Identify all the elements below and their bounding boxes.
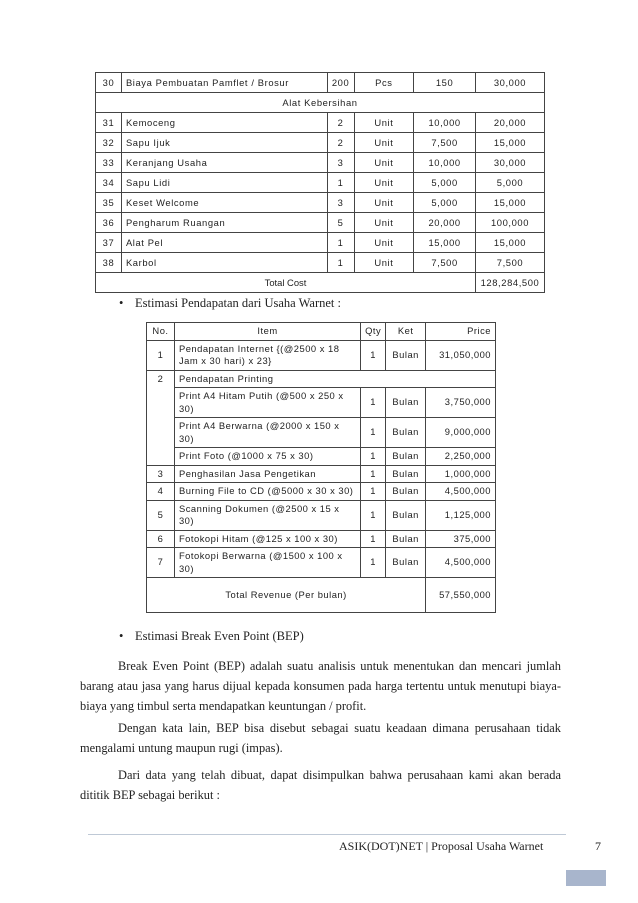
cell-item: Sapu Ijuk — [121, 133, 327, 153]
cell-total: 15,000 — [475, 193, 544, 213]
table-row — [96, 233, 545, 253]
footer-title: ASIK(DOT)NET | Proposal Usaha Warnet — [339, 839, 544, 853]
table-row — [147, 465, 496, 483]
cell-no: 35 — [96, 193, 122, 213]
row-price: 3,750,000 — [426, 388, 496, 418]
table-row — [147, 388, 496, 418]
cell-item: Karbol — [121, 253, 327, 273]
table-row — [96, 253, 545, 273]
table-row — [147, 340, 496, 370]
row-item: Fotokopi Berwarna (@1500 x 100 x 30) — [174, 548, 360, 578]
row-qty: 1 — [361, 340, 386, 370]
cell-qty: 1 — [327, 253, 354, 273]
row-no: 7 — [147, 548, 175, 578]
row-no: 1 — [147, 340, 175, 370]
row-ket: Bulan — [386, 465, 426, 483]
table-header-row — [147, 323, 496, 341]
row-item: Scanning Dokumen (@2500 x 15 x 30) — [174, 500, 360, 530]
table-row — [96, 213, 545, 233]
row-price: 31,050,000 — [426, 340, 496, 370]
cell-total: 30,000 — [475, 153, 544, 173]
row-qty: 1 — [361, 500, 386, 530]
cell-total: 15,000 — [475, 233, 544, 253]
cell-no: 37 — [96, 233, 122, 253]
cell-price: 20,000 — [414, 213, 476, 233]
row-price: 2,250,000 — [426, 448, 496, 466]
cell-unit: Unit — [354, 233, 414, 253]
header-no: No. — [147, 323, 175, 341]
row-ket: Bulan — [386, 530, 426, 548]
row-qty: 1 — [361, 548, 386, 578]
row-price: 4,500,000 — [426, 548, 496, 578]
cell-price: 10,000 — [414, 153, 476, 173]
table-row — [96, 113, 545, 133]
cell-qty: 3 — [327, 193, 354, 213]
cell-unit: Unit — [354, 173, 414, 193]
bullet-icon: • — [119, 629, 124, 643]
cell-qty: 1 — [327, 233, 354, 253]
table-row — [147, 370, 496, 388]
cell-unit: Unit — [354, 153, 414, 173]
row-price: 9,000,000 — [426, 418, 496, 448]
row-qty: 1 — [361, 465, 386, 483]
cell-no: 33 — [96, 153, 122, 173]
cell-total: 15,000 — [475, 133, 544, 153]
table-row — [147, 500, 496, 530]
cell-qty: 3 — [327, 153, 354, 173]
header-ket: Ket — [386, 323, 426, 341]
cell-total: 100,000 — [475, 213, 544, 233]
section-row — [96, 93, 545, 113]
row-price: 4,500,000 — [426, 483, 496, 501]
cell-unit: Unit — [354, 253, 414, 273]
row-item: Penghasilan Jasa Pengetikan — [174, 465, 360, 483]
paragraph: Break Even Point (BEP) adalah suatu analisis untuk menentukan dan mencari jumlah barang atau jasa yang harus dijual kepada konsumen pada harga tertentu untuk menutupi biaya-biaya yang timbul serta mendapatkan keuntungan / profit. — [80, 659, 561, 713]
table-row — [96, 193, 545, 213]
row-no: 5 — [147, 500, 175, 530]
total-revenue-label: Total Revenue (Per bulan) — [147, 578, 426, 613]
table-row — [96, 153, 545, 173]
cost-table-body — [96, 73, 545, 293]
cell-item: Sapu Lidi — [121, 173, 327, 193]
row-item: Burning File to CD (@5000 x 30 x 30) — [174, 483, 360, 501]
cell-price: 7,500 — [414, 133, 476, 153]
cell-qty: 2 — [327, 133, 354, 153]
row-no: 6 — [147, 530, 175, 548]
row-ket: Bulan — [386, 448, 426, 466]
cell-no: 30 — [96, 73, 122, 93]
cell-item: Keranjang Usaha — [121, 153, 327, 173]
row-price: 1,125,000 — [426, 500, 496, 530]
cell-qty: 2 — [327, 113, 354, 133]
cell-qty: 200 — [327, 73, 354, 93]
row-qty: 1 — [361, 418, 386, 448]
cell-total: 30,000 — [475, 73, 544, 93]
cell-unit: Unit — [354, 193, 414, 213]
footer-divider — [88, 834, 566, 835]
cell-total: 7,500 — [475, 253, 544, 273]
header-qty: Qty — [361, 323, 386, 341]
row-item: Print A4 Berwarna (@2000 x 150 x 30) — [174, 418, 360, 448]
table-row — [96, 133, 545, 153]
row-price: 375,000 — [426, 530, 496, 548]
cell-unit: Unit — [354, 213, 414, 233]
cell-price: 5,000 — [414, 173, 476, 193]
cell-price: 7,500 — [414, 253, 476, 273]
cell-qty: 1 — [327, 173, 354, 193]
header-item: Item — [174, 323, 360, 341]
total-cost-row — [96, 273, 545, 293]
section-title: Alat Kebersihan — [96, 93, 545, 113]
header-price: Price — [426, 323, 496, 341]
row-ket: Bulan — [386, 388, 426, 418]
cell-item: Biaya Pembuatan Pamflet / Brosur — [121, 73, 327, 93]
total-cost-value: 128,284,500 — [475, 273, 544, 293]
cell-no: 32 — [96, 133, 122, 153]
cell-item: Pengharum Ruangan — [121, 213, 327, 233]
total-revenue-value: 57,550,000 — [426, 578, 496, 613]
paragraph: Dari data yang telah dibuat, dapat disimpulkan bahwa perusahaan kami akan berada dititik BEP sebagai berikut : — [80, 768, 561, 802]
page-number: 7 — [595, 839, 601, 853]
table-row — [147, 530, 496, 548]
row-item: Pendapatan Internet {(@2500 x 18 Jam x 30 hari) x 23} — [174, 340, 360, 370]
cell-no: 38 — [96, 253, 122, 273]
cost-table — [95, 72, 545, 293]
total-cost-label: Total Cost — [96, 273, 476, 293]
row-price: 1,000,000 — [426, 465, 496, 483]
cell-qty: 5 — [327, 213, 354, 233]
table-row — [147, 448, 496, 466]
cell-price: 150 — [414, 73, 476, 93]
table-row — [96, 173, 545, 193]
cell-item: Keset Welcome — [121, 193, 327, 213]
page-corner-decoration — [566, 870, 606, 886]
paragraph: Dengan kata lain, BEP bisa disebut sebagai suatu keadaan dimana perusahaan tidak mengalami untung maupun rugi (impas). — [80, 721, 561, 755]
total-revenue-row — [147, 578, 496, 613]
row-qty: 1 — [361, 388, 386, 418]
row-ket: Bulan — [386, 483, 426, 501]
cell-item: Alat Pel — [121, 233, 327, 253]
cell-price: 5,000 — [414, 193, 476, 213]
row-qty: 1 — [361, 483, 386, 501]
cell-unit: Unit — [354, 133, 414, 153]
cell-no: 36 — [96, 213, 122, 233]
row-no: 3 — [147, 465, 175, 483]
cell-no: 31 — [96, 113, 122, 133]
cell-unit: Pcs — [354, 73, 414, 93]
cell-total: 5,000 — [475, 173, 544, 193]
row-ket: Bulan — [386, 340, 426, 370]
bullet-icon: • — [119, 296, 124, 310]
revenue-table — [146, 322, 496, 613]
cell-price: 15,000 — [414, 233, 476, 253]
table-row — [147, 548, 496, 578]
cell-total: 20,000 — [475, 113, 544, 133]
cell-unit: Unit — [354, 113, 414, 133]
row-ket: Bulan — [386, 548, 426, 578]
cell-item: Kemoceng — [121, 113, 327, 133]
row-no: 4 — [147, 483, 175, 501]
row-item: Pendapatan Printing — [174, 370, 495, 388]
table-row — [147, 483, 496, 501]
row-item: Print A4 Hitam Putih (@500 x 250 x 30) — [174, 388, 360, 418]
row-item: Fotokopi Hitam (@125 x 100 x 30) — [174, 530, 360, 548]
cell-price: 10,000 — [414, 113, 476, 133]
row-ket: Bulan — [386, 500, 426, 530]
table-row — [147, 418, 496, 448]
table-row — [96, 73, 545, 93]
row-ket: Bulan — [386, 418, 426, 448]
row-qty: 1 — [361, 448, 386, 466]
cell-no: 34 — [96, 173, 122, 193]
row-qty: 1 — [361, 530, 386, 548]
row-no: 2 — [147, 370, 175, 465]
row-item: Print Foto (@1000 x 75 x 30) — [174, 448, 360, 466]
